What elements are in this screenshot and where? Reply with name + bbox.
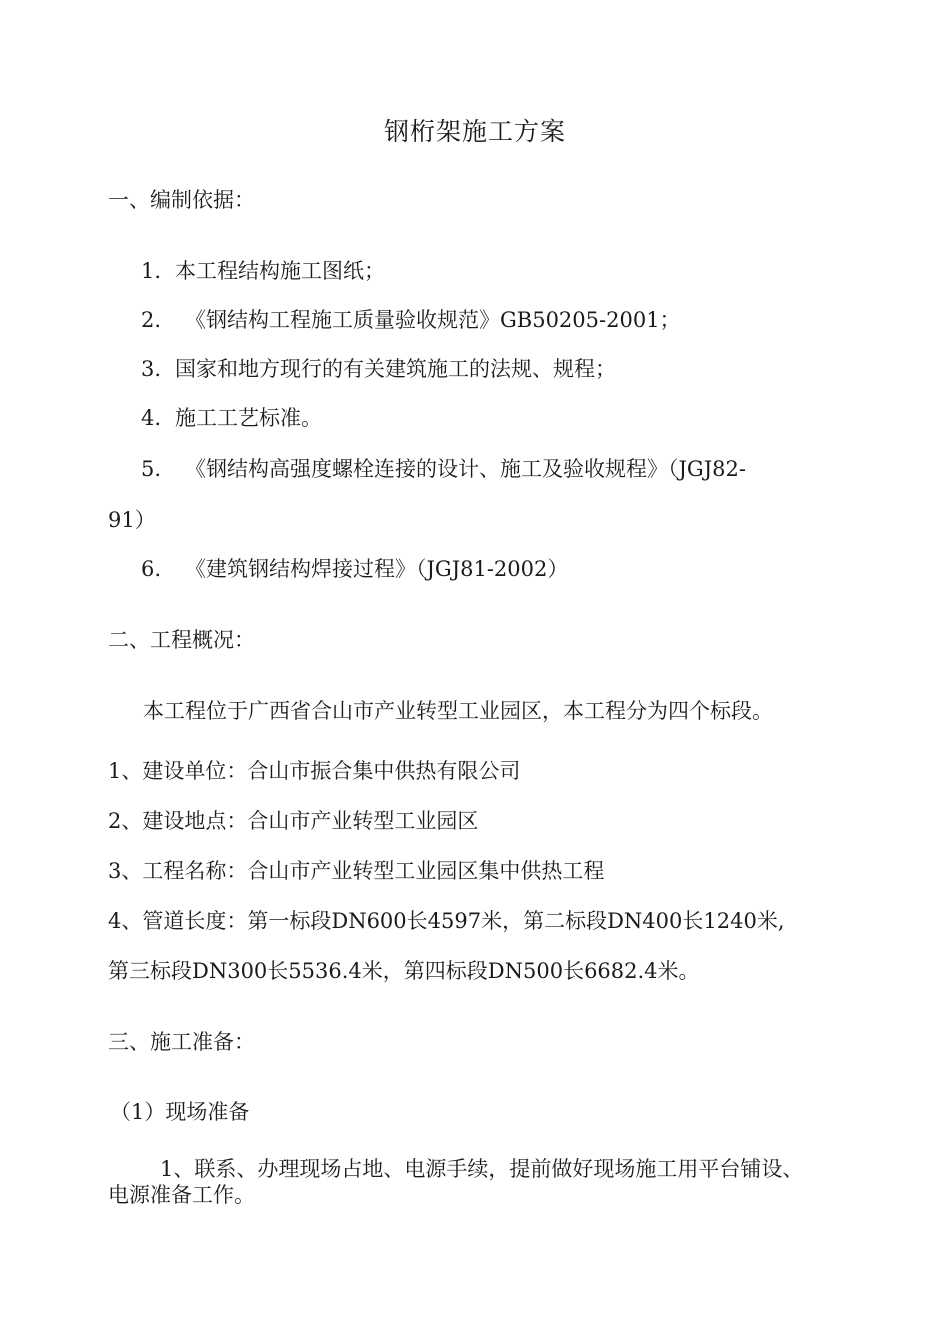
overview-item: 3、工程名称：合山市产业转型工业园区集中供热工程 [108, 859, 605, 883]
list-item-number: 3. [141, 357, 162, 381]
overview-item-pipe-length: 4、管道长度：第一标段DN600长4597米，第二标段DN400长1240米, [108, 909, 785, 933]
overview-intro: 本工程位于广西省合山市产业转型工业园区，本工程分为四个标段。 [143, 699, 773, 723]
overview-item: 1、建设单位：合山市振合集中供热有限公司 [108, 759, 521, 783]
list-item-text: 《钢结构工程施工质量验收规范》GB50205-2001； [185, 308, 681, 332]
list-item-continuation: 91） [108, 508, 156, 532]
section-heading-preparation: 三、施工准备： [108, 1030, 255, 1054]
list-item-text: 本工程结构施工图纸； [175, 259, 385, 283]
paragraph-line-continued: 电源准备工作。 [108, 1183, 255, 1207]
list-item-number: 5. [141, 457, 162, 481]
document-title: 钢桁架施工方案 [383, 117, 566, 146]
list-item-number: 1. [141, 259, 162, 283]
list-item-number: 4. [141, 406, 162, 430]
list-item-text: 《钢结构高强度螺栓连接的设计、施工及验收规程》（JGJ82- [185, 457, 746, 481]
overview-item: 2、建设地点：合山市产业转型工业园区 [108, 809, 479, 833]
list-item-number: 2. [141, 308, 162, 332]
list-item-text: 《建筑钢结构焊接过程》（JGJ81-2002） [185, 557, 569, 581]
section-heading-overview: 二、工程概况： [108, 628, 255, 652]
sub-heading-site-preparation: （1）现场准备 [110, 1100, 250, 1124]
paragraph-line: 1、联系、办理现场占地、电源手续，提前做好现场施工用平台铺设、 [160, 1157, 804, 1181]
overview-item-pipe-length-continued: 第三标段DN300长5536.4米，第四标段DN500长6682.4米。 [108, 959, 700, 983]
list-item-text: 施工工艺标准。 [175, 406, 322, 430]
section-heading-basis: 一、编制依据： [108, 188, 255, 212]
list-item-number: 6. [141, 557, 162, 581]
list-item-text: 国家和地方现行的有关建筑施工的法规、规程； [175, 357, 616, 381]
